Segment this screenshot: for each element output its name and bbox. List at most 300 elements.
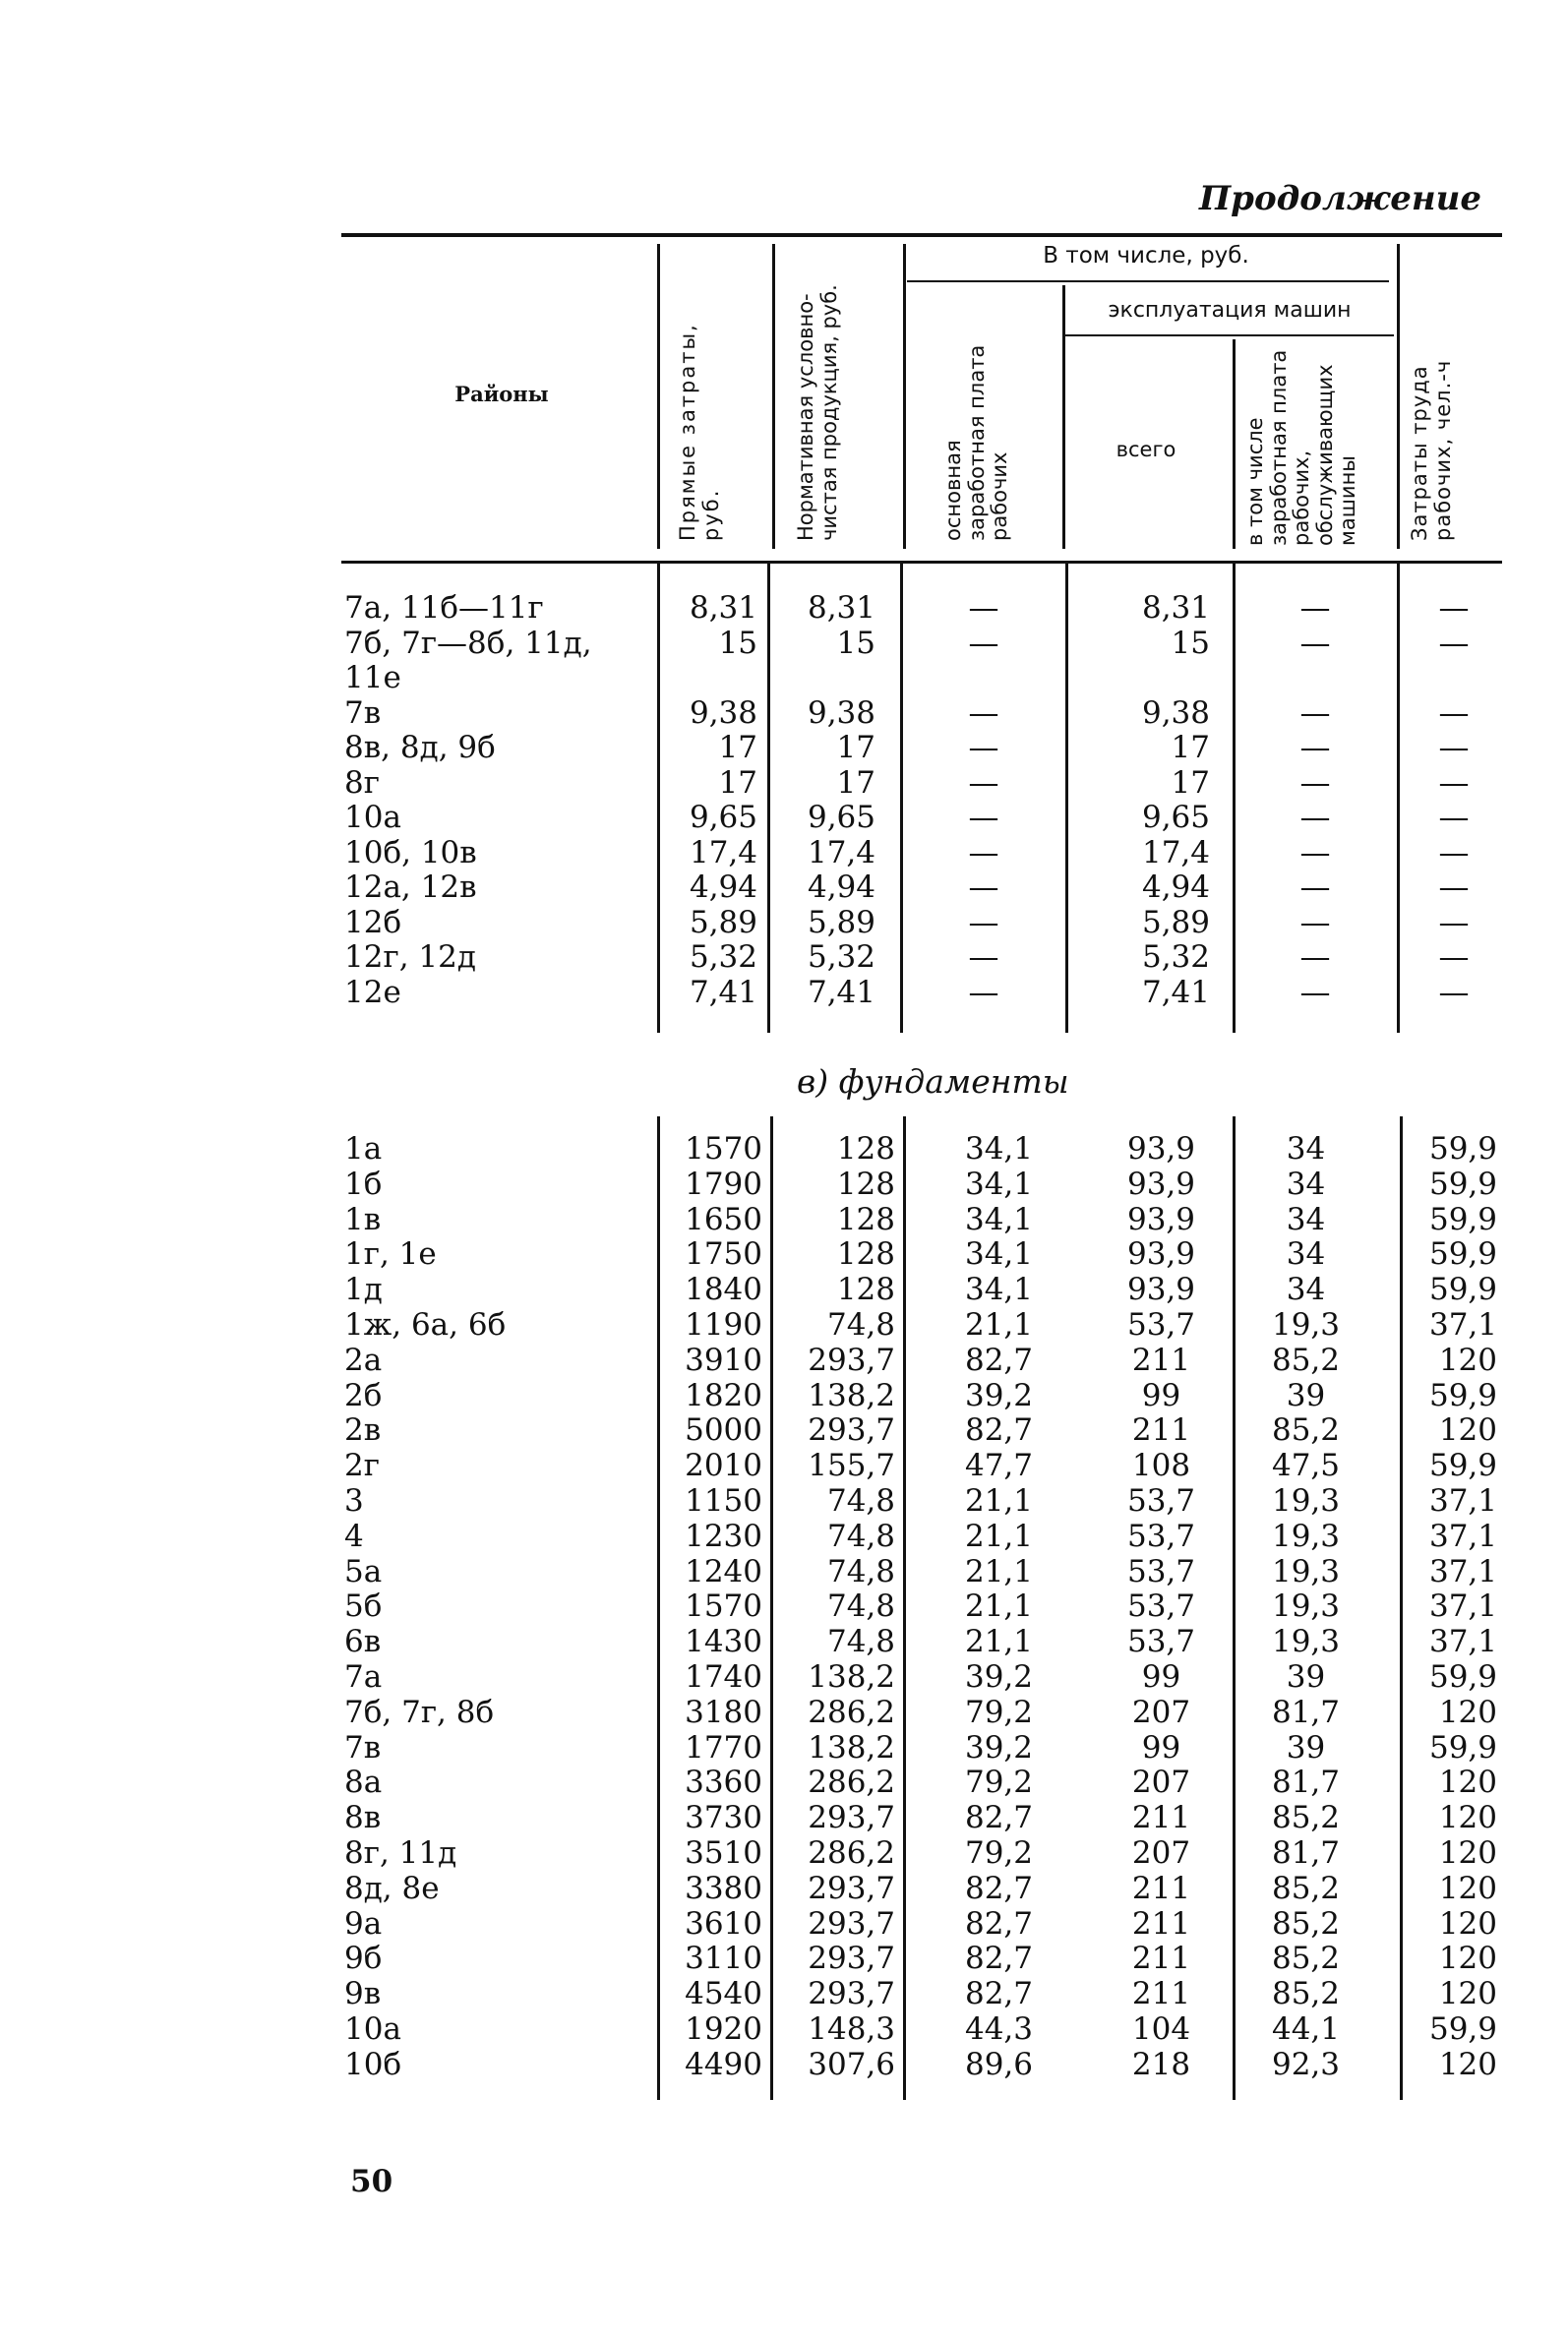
cell-direct: 3510 [685, 1835, 762, 1871]
cell-operators: 19,3 [1271, 1553, 1341, 1589]
cell-direct: 5,32 [689, 939, 757, 975]
cell-wages: — [968, 834, 999, 870]
cell-region: 7б, 7г—8б, 11д, [344, 625, 592, 661]
table-row [0, 1624, 1568, 1659]
cell-norm: 138,2 [808, 1659, 895, 1695]
cell-wages: 21,1 [964, 1518, 1033, 1554]
cell-wages: 82,7 [964, 1976, 1033, 2012]
cell-labor: — [1438, 974, 1470, 1010]
table-row [0, 1483, 1568, 1519]
cell-norm: 15 [836, 625, 875, 661]
cell-wages: 34,1 [964, 1166, 1033, 1202]
cell-region: 7б, 7г, 8б [344, 1694, 495, 1730]
header-total: всего [1116, 438, 1176, 461]
cell-region: 11е [344, 660, 401, 695]
cell-region: 1г, 1е [344, 1236, 437, 1273]
cell-norm: 155,7 [808, 1448, 895, 1484]
cell-operators: 19,3 [1271, 1624, 1341, 1660]
header-normative-output: Нормативная условно-чистая продукция, руб. [794, 284, 841, 541]
cell-wages: 79,2 [964, 1835, 1033, 1871]
cell-direct: 1770 [685, 1729, 762, 1766]
cell-direct: 1790 [685, 1166, 762, 1202]
table-row [0, 2011, 1568, 2047]
header-machine-operation: эксплуатация машин [1108, 298, 1352, 323]
cell-region: 9а [344, 1905, 383, 1942]
section-title: в) фундаменты [797, 1062, 1069, 1101]
cell-total: 17 [1171, 730, 1210, 765]
cell-region: 12г, 12д [344, 939, 476, 975]
cell-region: 8д, 8е [344, 1870, 440, 1906]
page-number: 50 [350, 2164, 393, 2199]
cell-norm: 138,2 [808, 1729, 895, 1766]
cell-labor: 59,9 [1428, 1131, 1497, 1167]
continuation-label: Продолжение [1199, 179, 1481, 218]
cell-labor: 59,9 [1428, 1448, 1497, 1484]
table-row [0, 695, 1568, 731]
cell-labor: — [1438, 590, 1470, 626]
cell-operators: 34 [1286, 1166, 1326, 1202]
cell-norm: 17,4 [807, 834, 875, 870]
table-row [0, 1236, 1568, 1272]
cell-labor: 120 [1438, 1412, 1497, 1449]
cell-operators: 85,2 [1271, 1342, 1341, 1378]
cell-total: 211 [1131, 1976, 1191, 2012]
cell-norm: 293,7 [808, 1941, 895, 1977]
cell-operators: 44,1 [1271, 2011, 1341, 2047]
cell-labor: — [1438, 939, 1470, 975]
cell-total: 211 [1131, 1800, 1191, 1836]
cell-region: 9в [344, 1976, 382, 2012]
cell-region: 7а, 11б—11г [344, 590, 544, 626]
cell-labor: — [1438, 834, 1470, 870]
cell-direct: 9,38 [689, 694, 757, 731]
cell-operators: 85,2 [1271, 1412, 1341, 1449]
cell-operators: 85,2 [1271, 1941, 1341, 1977]
cell-wages: — [968, 904, 999, 940]
cell-total: 53,7 [1126, 1588, 1196, 1625]
cell-total: 7,41 [1141, 974, 1210, 1010]
cell-operators: 34 [1286, 1131, 1326, 1167]
cell-wages: 82,7 [964, 1905, 1033, 1942]
cell-region: 1в [344, 1201, 382, 1237]
cell-operators: 34 [1286, 1236, 1326, 1273]
cell-total: 53,7 [1126, 1518, 1196, 1554]
cell-wages: 82,7 [964, 1412, 1033, 1449]
cell-total: 211 [1131, 1412, 1191, 1449]
cell-wages: 39,2 [964, 1377, 1033, 1413]
cell-norm: 74,8 [826, 1483, 895, 1519]
table-top-rule [341, 233, 1502, 237]
cell-region: 10б [344, 2046, 402, 2082]
cell-labor: 37,1 [1428, 1588, 1497, 1625]
cell-direct: 1190 [685, 1307, 762, 1343]
cell-operators: 85,2 [1271, 1800, 1341, 1836]
header-col-divider [1233, 339, 1236, 549]
cell-labor: 59,9 [1428, 2011, 1497, 2047]
cell-wages: 21,1 [964, 1307, 1033, 1343]
cell-operators: — [1299, 764, 1331, 801]
cell-operators: 19,3 [1271, 1518, 1341, 1554]
cell-wages: 47,7 [964, 1448, 1033, 1484]
cell-norm: 4,94 [807, 869, 875, 905]
cell-region: 8а [344, 1765, 383, 1801]
cell-labor: 120 [1438, 1835, 1497, 1871]
table-row [0, 939, 1568, 975]
cell-total: 211 [1131, 1905, 1191, 1942]
cell-operators: 85,2 [1271, 1870, 1341, 1906]
cell-total: 4,94 [1141, 869, 1210, 905]
cell-total: 207 [1131, 1765, 1191, 1801]
cell-wages: 82,7 [964, 1800, 1033, 1836]
cell-labor: 37,1 [1428, 1307, 1497, 1343]
cell-norm: 128 [836, 1272, 895, 1308]
cell-operators: — [1299, 590, 1331, 626]
cell-labor: — [1438, 730, 1470, 765]
cell-direct: 1920 [685, 2011, 762, 2047]
table-row [0, 1835, 1568, 1871]
cell-region: 1ж, 6а, 6б [344, 1307, 507, 1343]
cell-labor: 120 [1438, 1976, 1497, 2012]
cell-operators: 85,2 [1271, 1976, 1341, 2012]
cell-region: 2б [344, 1377, 383, 1413]
cell-total: 218 [1131, 2046, 1191, 2082]
cell-labor: 59,9 [1428, 1236, 1497, 1273]
cell-operators: 39 [1286, 1659, 1326, 1695]
cell-labor: 37,1 [1428, 1553, 1497, 1589]
cell-norm: 307,6 [808, 2046, 895, 2082]
cell-operators: 39 [1286, 1377, 1326, 1413]
cell-direct: 3180 [685, 1694, 762, 1730]
cell-total: 211 [1131, 1342, 1191, 1378]
cell-wages: — [968, 694, 999, 731]
cell-direct: 3110 [685, 1941, 762, 1977]
cell-region: 2г [344, 1448, 380, 1484]
cell-direct: 1430 [685, 1624, 762, 1660]
cell-direct: 1240 [685, 1553, 762, 1589]
cell-norm: 128 [836, 1201, 895, 1237]
table-row [0, 1519, 1568, 1554]
cell-labor: 59,9 [1428, 1729, 1497, 1766]
cell-wages: 44,3 [964, 2011, 1033, 2047]
cell-wages: — [968, 764, 999, 801]
cell-wages: 34,1 [964, 1131, 1033, 1167]
header-operators-wages: в том числе заработная плата рабочих, обслуживающих машины [1243, 349, 1360, 546]
cell-operators: — [1299, 904, 1331, 940]
cell-total: 15 [1171, 625, 1210, 661]
cell-norm: 293,7 [808, 1800, 895, 1836]
cell-operators: — [1299, 800, 1331, 835]
cell-direct: 17 [718, 764, 757, 801]
cell-total: 207 [1131, 1694, 1191, 1730]
cell-direct: 15 [718, 625, 757, 661]
cell-region: 1д [344, 1272, 383, 1308]
cell-operators: — [1299, 625, 1331, 661]
table-row [0, 975, 1568, 1010]
table-row [0, 1871, 1568, 1906]
cell-direct: 1750 [685, 1236, 762, 1273]
table-row [0, 1202, 1568, 1237]
cell-labor: 59,9 [1428, 1377, 1497, 1413]
cell-labor: 37,1 [1428, 1483, 1497, 1519]
cell-operators: 34 [1286, 1201, 1326, 1237]
cell-norm: 17 [836, 730, 875, 765]
table-row [0, 730, 1568, 765]
cell-operators: 19,3 [1271, 1588, 1341, 1625]
cell-norm: 17 [836, 764, 875, 801]
table-row [0, 1307, 1568, 1343]
cell-direct: 17,4 [689, 834, 757, 870]
header-machine-rule [1064, 334, 1394, 336]
cell-total: 99 [1141, 1659, 1181, 1695]
header-col-divider [1062, 285, 1065, 549]
cell-direct: 17 [718, 730, 757, 765]
cell-operators: — [1299, 834, 1331, 870]
cell-direct: 3610 [685, 1905, 762, 1942]
cell-region: 3 [344, 1483, 364, 1519]
cell-wages: — [968, 869, 999, 905]
cell-wages: 39,2 [964, 1729, 1033, 1766]
cell-norm: 9,38 [807, 694, 875, 731]
cell-total: 53,7 [1126, 1483, 1196, 1519]
cell-norm: 293,7 [808, 1905, 895, 1942]
cell-direct: 1820 [685, 1377, 762, 1413]
cell-labor: 120 [1438, 2046, 1497, 2082]
cell-labor: 120 [1438, 1765, 1497, 1801]
cell-labor: — [1438, 904, 1470, 940]
cell-region: 12б [344, 904, 402, 940]
cell-wages: 39,2 [964, 1659, 1033, 1695]
cell-norm: 74,8 [826, 1518, 895, 1554]
cell-direct: 5000 [685, 1412, 762, 1449]
cell-region: 7а [344, 1659, 383, 1695]
cell-region: 6в [344, 1624, 382, 1660]
header-regions: Районы [454, 382, 549, 406]
table-row [0, 1906, 1568, 1942]
cell-labor: 59,9 [1428, 1272, 1497, 1308]
cell-norm: 7,41 [807, 974, 875, 1010]
cell-region: 1а [344, 1131, 383, 1167]
table-row [0, 660, 1568, 695]
cell-wages: 79,2 [964, 1694, 1033, 1730]
cell-norm: 9,65 [807, 800, 875, 835]
header-bottom-rule [341, 561, 1502, 564]
cell-norm: 74,8 [826, 1624, 895, 1660]
cell-norm: 138,2 [808, 1377, 895, 1413]
header-including: В том числе, руб. [1043, 243, 1249, 269]
cell-labor: 120 [1438, 1342, 1497, 1378]
cell-operators: 39 [1286, 1729, 1326, 1766]
cell-norm: 5,32 [807, 939, 875, 975]
cell-direct: 5,89 [689, 904, 757, 940]
cell-total: 17 [1171, 764, 1210, 801]
cell-total: 211 [1131, 1870, 1191, 1906]
cell-norm: 286,2 [808, 1765, 895, 1801]
cell-labor: — [1438, 625, 1470, 661]
cell-labor: 59,9 [1428, 1659, 1497, 1695]
header-col-divider [772, 244, 775, 549]
table-row [0, 1588, 1568, 1624]
cell-total: 99 [1141, 1377, 1181, 1413]
header-col-divider [657, 244, 660, 549]
table-row [0, 765, 1568, 801]
cell-direct: 3730 [685, 1800, 762, 1836]
cell-direct: 8,31 [689, 590, 757, 626]
cell-wages: 34,1 [964, 1272, 1033, 1308]
cell-region: 10а [344, 800, 401, 835]
cell-operators: 47,5 [1271, 1448, 1341, 1484]
table-row [0, 590, 1568, 626]
cell-operators: 34 [1286, 1272, 1326, 1308]
cell-wages: 34,1 [964, 1236, 1033, 1273]
cell-wages: 21,1 [964, 1588, 1033, 1625]
cell-wages: 21,1 [964, 1624, 1033, 1660]
cell-region: 2а [344, 1342, 383, 1378]
cell-operators: 85,2 [1271, 1905, 1341, 1942]
cell-total: 53,7 [1126, 1624, 1196, 1660]
cell-wages: — [968, 974, 999, 1010]
header-col-divider [903, 244, 906, 549]
cell-region: 7в [344, 694, 382, 731]
cell-region: 12е [344, 974, 401, 1010]
cell-wages: — [968, 939, 999, 975]
table-row [0, 1167, 1568, 1202]
cell-total: 93,9 [1126, 1236, 1196, 1273]
cell-direct: 1740 [685, 1659, 762, 1695]
cell-total: 211 [1131, 1941, 1191, 1977]
table-row [0, 1272, 1568, 1307]
table-row [0, 1448, 1568, 1483]
cell-labor: — [1438, 869, 1470, 905]
cell-labor: 37,1 [1428, 1624, 1497, 1660]
cell-norm: 8,31 [807, 590, 875, 626]
cell-total: 9,38 [1141, 694, 1210, 731]
cell-region: 9б [344, 1941, 383, 1977]
cell-operators: — [1299, 869, 1331, 905]
cell-operators: — [1299, 939, 1331, 975]
cell-labor: 37,1 [1428, 1518, 1497, 1554]
cell-wages: 21,1 [964, 1553, 1033, 1589]
cell-operators: 81,7 [1271, 1835, 1341, 1871]
cell-region: 10а [344, 2011, 401, 2047]
table-row [0, 1800, 1568, 1835]
cell-norm: 293,7 [808, 1342, 895, 1378]
cell-wages: 82,7 [964, 1870, 1033, 1906]
header-direct-costs: Прямые затраты, руб. [676, 323, 723, 541]
cell-total: 99 [1141, 1729, 1181, 1766]
cell-wages: 82,7 [964, 1342, 1033, 1378]
cell-total: 5,89 [1141, 904, 1210, 940]
cell-total: 93,9 [1126, 1166, 1196, 1202]
table-row [0, 1378, 1568, 1413]
table-row [0, 626, 1568, 661]
cell-total: 207 [1131, 1835, 1191, 1871]
cell-operators: 92,3 [1271, 2046, 1341, 2082]
table-row [0, 1659, 1568, 1695]
cell-region: 5б [344, 1588, 383, 1625]
cell-direct: 4,94 [689, 869, 757, 905]
cell-direct: 3910 [685, 1342, 762, 1378]
cell-wages: 34,1 [964, 1201, 1033, 1237]
cell-operators: 81,7 [1271, 1765, 1341, 1801]
cell-norm: 74,8 [826, 1553, 895, 1589]
cell-norm: 5,89 [807, 904, 875, 940]
cell-labor: 120 [1438, 1941, 1497, 1977]
cell-region: 1б [344, 1166, 383, 1202]
cell-operators: 19,3 [1271, 1483, 1341, 1519]
table-row [0, 1730, 1568, 1766]
cell-region: 4 [344, 1518, 364, 1554]
cell-total: 17,4 [1141, 834, 1210, 870]
cell-norm: 74,8 [826, 1588, 895, 1625]
cell-labor: 120 [1438, 1870, 1497, 1906]
cell-region: 12а, 12в [344, 869, 477, 905]
table-row [0, 1941, 1568, 1976]
cell-total: 5,32 [1141, 939, 1210, 975]
cell-direct: 1840 [685, 1272, 762, 1308]
table-row [0, 869, 1568, 905]
cell-wages: — [968, 625, 999, 661]
cell-wages: 21,1 [964, 1483, 1033, 1519]
cell-region: 8в, 8д, 9б [344, 730, 496, 765]
table-row [0, 835, 1568, 870]
table-row [0, 1412, 1568, 1448]
cell-total: 8,31 [1141, 590, 1210, 626]
cell-total: 108 [1131, 1448, 1191, 1484]
cell-direct: 4540 [685, 1976, 762, 2012]
cell-labor: 120 [1438, 1800, 1497, 1836]
cell-direct: 1150 [685, 1483, 762, 1519]
cell-region: 8в [344, 1800, 382, 1836]
cell-labor: — [1438, 694, 1470, 731]
cell-norm: 293,7 [808, 1412, 895, 1449]
cell-total: 93,9 [1126, 1272, 1196, 1308]
cell-norm: 148,3 [808, 2011, 895, 2047]
cell-direct: 1230 [685, 1518, 762, 1554]
cell-norm: 128 [836, 1131, 895, 1167]
cell-wages: — [968, 590, 999, 626]
cell-labor: 59,9 [1428, 1166, 1497, 1202]
header-including-rule [907, 280, 1389, 282]
cell-wages: 89,6 [964, 2046, 1033, 2082]
cell-labor: 59,9 [1428, 1201, 1497, 1237]
cell-wages: 82,7 [964, 1941, 1033, 1977]
table-row [0, 1765, 1568, 1800]
table-row [0, 1976, 1568, 2011]
cell-region: 2в [344, 1412, 382, 1449]
table-row [0, 1131, 1568, 1167]
cell-direct: 9,65 [689, 800, 757, 835]
cell-region: 8г [344, 764, 380, 801]
cell-labor: — [1438, 764, 1470, 801]
header-col-divider [1397, 244, 1400, 549]
table-row [0, 1554, 1568, 1589]
cell-total: 9,65 [1141, 800, 1210, 835]
cell-direct: 2010 [685, 1448, 762, 1484]
cell-norm: 286,2 [808, 1694, 895, 1730]
cell-norm: 286,2 [808, 1835, 895, 1871]
cell-norm: 128 [836, 1166, 895, 1202]
cell-labor: 120 [1438, 1905, 1497, 1942]
cell-region: 5а [344, 1553, 383, 1589]
table-row [0, 905, 1568, 940]
cell-wages: 79,2 [964, 1765, 1033, 1801]
cell-region: 7в [344, 1729, 382, 1766]
cell-direct: 3380 [685, 1870, 762, 1906]
cell-norm: 128 [836, 1236, 895, 1273]
cell-total: 104 [1131, 2011, 1191, 2047]
cell-direct: 7,41 [689, 974, 757, 1010]
cell-norm: 74,8 [826, 1307, 895, 1343]
